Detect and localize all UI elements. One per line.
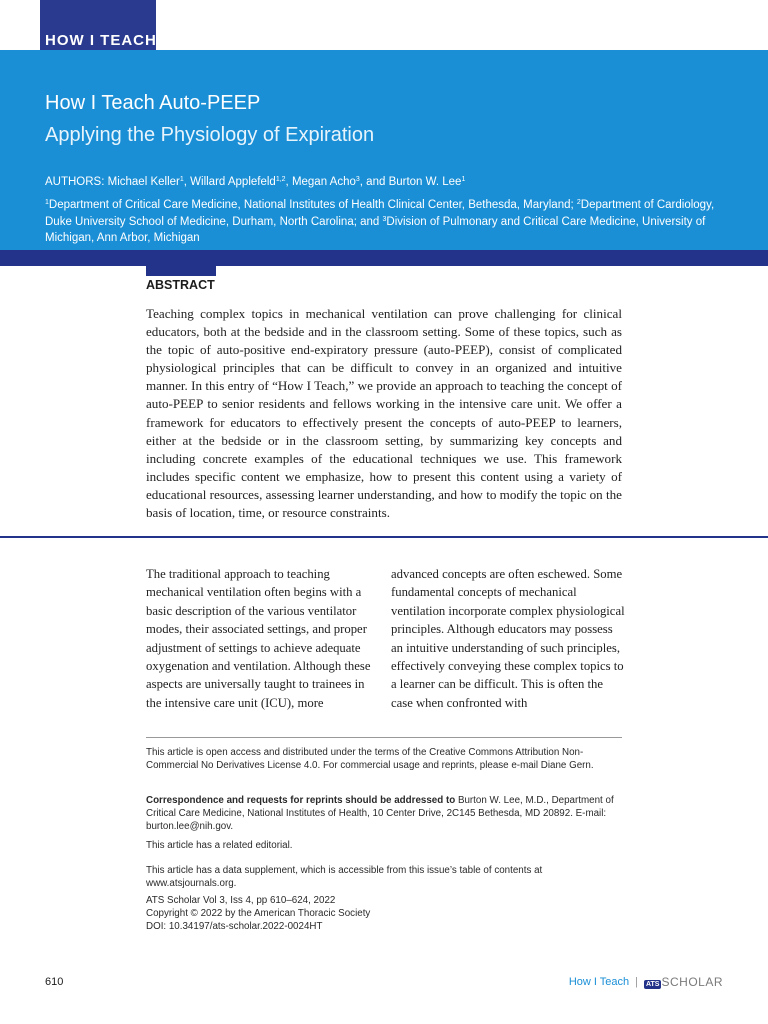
author-list — [45, 176, 465, 188]
abstract-heading: ABSTRACT — [146, 278, 215, 292]
author-separator: , — [183, 176, 191, 188]
authors-prefix: AUTHORS: — [45, 176, 108, 188]
doi-note: DOI: 10.34197/ats-scholar.2022-0024HT — [146, 921, 323, 932]
author-name: Michael Keller — [107, 176, 180, 188]
author-affiliation-sup: 1 — [179, 176, 184, 183]
correspondence-label: Correspondence and requests for reprints should be addressed to — [146, 795, 456, 806]
author-name: Megan Acho — [291, 176, 356, 188]
abstract-tab — [146, 264, 216, 276]
footer-separator: | — [635, 976, 638, 988]
article-subtitle: Applying the Physiology of Expiration — [45, 124, 375, 146]
affiliation-sup: 2 — [576, 199, 581, 206]
section-label: HOW I TEACH — [45, 32, 157, 49]
section-divider — [0, 536, 768, 538]
affiliation-text: Division of Pulmonary and Critical Care Medicine, University of Michigan, Ann Arbor, Michigan — [45, 215, 706, 244]
correspondence-text: Burton W. Lee, M.D., Department of Critical Care Medicine, National Institutes of Health, 10 Center Drive, 2C145 Bethesda, MD 20892. E-mail: burton.lee@nih.gov. — [146, 795, 614, 832]
editorial-note: This article has a related editorial. — [146, 840, 293, 851]
citation-note: ATS Scholar Vol 3, Iss 4, pp 610–624, 2022 — [146, 895, 336, 906]
author-name: Willard Applefeld — [190, 176, 276, 188]
running-title: How I Teach — [568, 976, 630, 988]
abstract-text: Teaching complex topics in mechanical ventilation can prove challenging for clinical educators, both at the bedside and in the classroom setting. Some of these topics, such as the topic of auto-positive end-expiratory pressure (auto-PEEP), consist of complicated physiological principles that can be difficult to convey in an organized and intuitive manner. In this entry of “How I Teach,” we provide an approach to teaching the concept of auto-PEEP to senior residents and fellows working in the intensive care unit. We offer a framework for educators to effectively present the concepts of auto-PEEP to learners, either at the bedside or in the classroom setting, by summarizing key concepts and including concrete examples of the educational techniques we use. This framework includes specific content we emphasize, how to present this content using a variety of educational resources, assessing learner understanding, and how to modify the topic on the basis of location, time, or resource constraints. — [146, 306, 622, 521]
correspondence-note — [146, 794, 622, 833]
license-note: This article is open access and distributed under the terms of the Creative Commons Attribution Non-Commercial No Derivatives License 4.0. For commercial usage and reprints, please e-mail Diane Gern. — [146, 747, 594, 771]
author-affiliation-sup: 1 — [461, 176, 466, 183]
author-affiliation-sup: 1,2 — [275, 176, 286, 183]
author-separator: , and — [359, 176, 389, 188]
body-column-left: The traditional approach to teaching mechanical ventilation often begins with a basic description of the various ventilator modes, their associated settings, and proper adjustment of settings to achieve adequate oxygenation and ventilation. Although these aspects are universally taught to trainees in the intensive care unit (ICU), more — [146, 567, 371, 710]
article-title: How I Teach Auto-PEEP — [45, 92, 261, 114]
affiliations — [45, 197, 735, 247]
affiliation-text: Department of Cardiology, Duke University School of Medicine, Durham, North Carolina; and — [45, 199, 715, 228]
logo-mark: ATS — [646, 981, 660, 988]
page-number: 610 — [45, 976, 64, 988]
author-separator: , — [285, 176, 292, 188]
copyright-note: Copyright © 2022 by the American Thoracic Society — [146, 908, 371, 919]
affiliation-sup: 3 — [382, 215, 387, 223]
affiliation-sup: 1 — [45, 199, 49, 206]
footnote-divider — [146, 737, 622, 738]
banner-bottom-stripe — [0, 250, 768, 266]
author-name: Burton W. Lee — [388, 176, 462, 188]
logo-text: SCHOLAR — [661, 975, 723, 989]
body-column-right: advanced concepts are often eschewed. Some fundamental concepts of mechanical ventilation incorporate complex physiological principles. Although educators may possess an intuitive understanding of such principles, effectively conveying these complex topics to a learner can be difficult. This is often the case when confronted with — [391, 567, 625, 710]
running-footer — [569, 975, 723, 989]
affiliation-text: Department of Critical Care Medicine, National Institutes of Health Clinical Center, Bethesda, Maryland; — [48, 199, 577, 211]
ats-scholar-logo — [644, 975, 723, 989]
supplement-note: This article has a data supplement, which is accessible from this issue’s table of contents at www.atsjournals.org. — [146, 865, 543, 889]
author-affiliation-sup: 3 — [355, 176, 360, 183]
